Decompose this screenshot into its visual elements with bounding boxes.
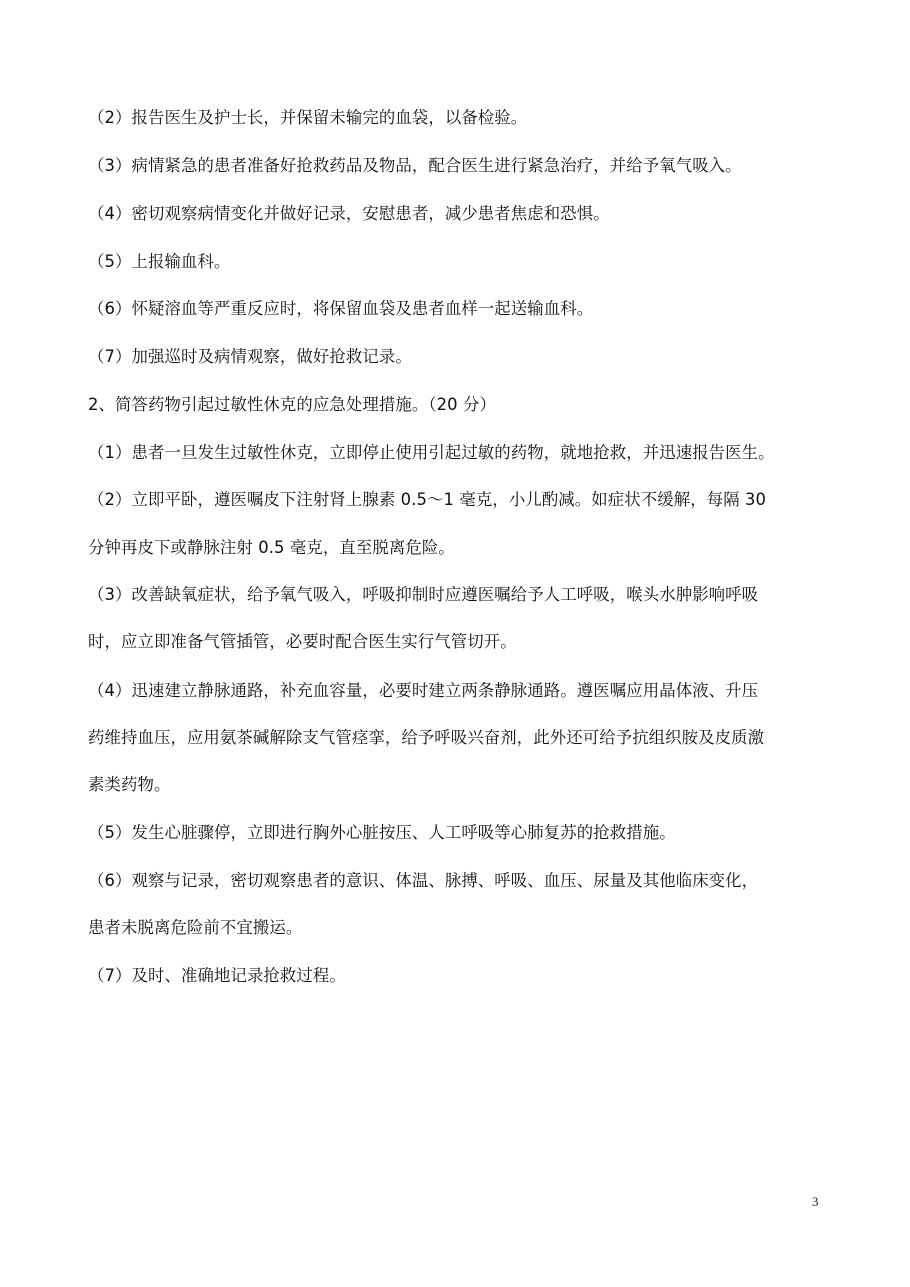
text-line: （6）怀疑溶血等严重反应时，将保留血袋及患者血样一起送输血科。: [88, 299, 594, 318]
text-line: （5）上报输血科。: [88, 252, 231, 271]
text-line: 时，应立即准备气管插管，必要时配合医生实行气管切开。: [88, 632, 517, 651]
text-line: （7）加强巡时及病情观察，做好抢救记录。: [88, 347, 412, 366]
text-line: （3）病情紧急的患者准备好抢救药品及物品，配合医生进行紧急治疗，并给予氧气吸入。: [88, 156, 742, 175]
text-line: （3）改善缺氧症状，给予氧气吸入，呼吸抑制时应遵医嘱给予人工呼吸，喉头水肿影响呼吸: [88, 585, 759, 604]
text-line: （4）密切观察病情变化并做好记录，安慰患者，减少患者焦虑和恐惧。: [88, 204, 610, 223]
text-line: （2）立即平卧，遵医嘱皮下注射肾上腺素 0.5～1 毫克，小儿酌减。如症状不缓解，每隔 30: [88, 490, 767, 509]
text-line: 分钟再皮下或静脉注射 0.5 毫克，直至脱离危险。: [88, 538, 455, 557]
text-line: （7）及时、准确地记录抢救过程。: [88, 966, 346, 985]
text-line: （4）迅速建立静脉通路，补充血容量，必要时建立两条静脉通路。遵医嘱应用晶体液、升压: [88, 681, 759, 700]
text-line: （1）患者一旦发生过敏性休克，立即停止使用引起过敏的药物，就地抢救，并迅速报告医生。: [88, 443, 775, 462]
section-heading: 2、简答药物引起过敏性休克的应急处理措施。（20 分）: [88, 395, 496, 414]
text-line: 药维持血压，应用氨茶碱解除支气管痉挛，给予呼吸兴奋剂，此外还可给予抗组织胺及皮质激: [88, 728, 765, 747]
text-line: 素类药物。: [88, 775, 171, 794]
page-number: 3: [812, 1194, 819, 1209]
text-line: 患者未脱离危险前不宜搬运。: [88, 918, 303, 937]
text-line: （6）观察与记录，密切观察患者的意识、体温、脉搏、呼吸、血压、尿量及其他临床变化，: [88, 871, 759, 890]
text-line: （2）报告医生及护士长，并保留未输完的血袋，以备检验。: [88, 108, 528, 127]
text-line: （5）发生心脏骤停，立即进行胸外心脏按压、人工呼吸等心肺复苏的抢救措施。: [88, 823, 676, 842]
